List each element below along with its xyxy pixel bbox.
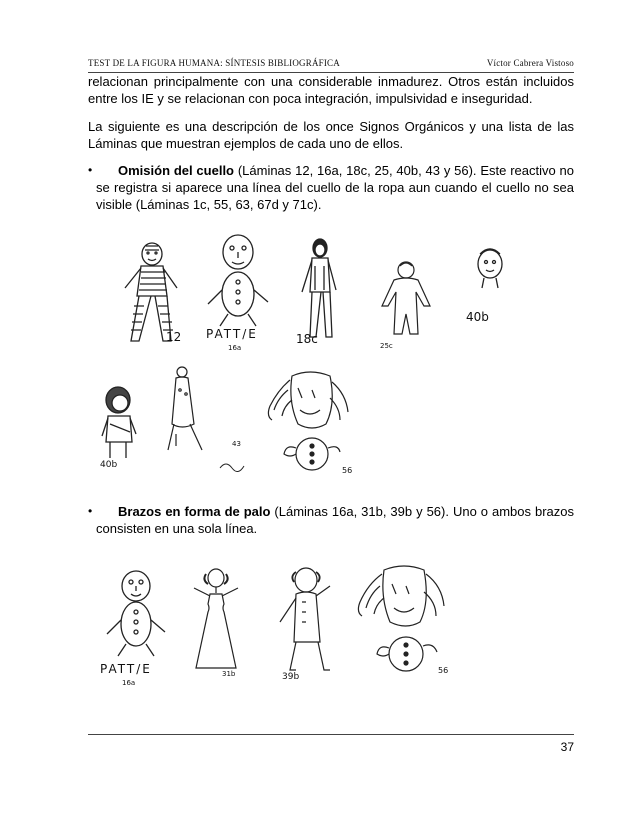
drawing-label: 56 (342, 466, 353, 475)
drawing-sketch (262, 368, 358, 478)
paragraph-organic-signs-intro: La siguiente es una descripción de los once Signos Orgánicos y una lista de las Láminas que muestran ejemplos de cada uno de ellos. (88, 119, 574, 151)
drawing-figure-12 (116, 238, 186, 348)
drawing-sketch (96, 384, 146, 464)
drawing-label: 43 (232, 440, 241, 448)
drawing-label: 18c (296, 332, 318, 346)
drawing-label: 25c (380, 342, 393, 350)
drawing-figure-16a-2 (98, 568, 178, 687)
drawing-label: 12 (166, 330, 182, 344)
drawing-sketch (372, 258, 442, 348)
drawing-label: 39b (282, 672, 300, 682)
page-number: 37 (560, 740, 574, 754)
drawing-label: PATT/E (206, 327, 258, 341)
bullet-item-stick-arms (88, 503, 574, 537)
drawing-label: 31b (222, 670, 236, 678)
drawing-sketch (160, 364, 250, 474)
bullet-term: Omisión del cuello (118, 163, 234, 178)
drawing-label: 40b (466, 310, 489, 324)
bullet-marker: • (88, 163, 93, 177)
bullet-description: (Láminas 16a, 31b, 39b y 56). Uno o ambos brazos consisten en una sola línea. (96, 504, 574, 536)
drawing-sketch (272, 566, 342, 676)
drawing-sketch (462, 242, 518, 312)
drawing-figure-40b-2 (96, 384, 146, 470)
drawing-figure-39b (272, 566, 342, 682)
paragraph-intro-continuation: relacionan principalmente con una considerable inmadurez. Otros están incluidos entre los IE y se relacionan con poca integración, impulsividad e inseguridad. (88, 74, 574, 106)
drawing-sketch (290, 238, 350, 343)
drawing-label: PATT/E (100, 662, 152, 676)
drawing-label: 40b (100, 460, 118, 470)
header-author: Víctor Cabrera Vistoso (486, 58, 574, 68)
drawing-label: 56 (438, 666, 449, 675)
bullet-term: Brazos en forma de palo (118, 504, 271, 519)
bullet-marker: • (88, 504, 93, 518)
drawing-sublabel: 16a (122, 679, 136, 687)
drawing-sketch (354, 562, 454, 680)
drawing-figure-40b (462, 242, 518, 324)
bullet-description: (Láminas 12, 16a, 18c, 25, 40b, 43 y 56). Este reactivo no se registra si aparece una línea del cuello de la ropa aun cuando el cuello no sea visible (Láminas 1c, 55, 63, 67d y 71c). (96, 163, 574, 212)
drawing-figure-56-2 (354, 562, 454, 680)
drawing-sketch (200, 232, 280, 332)
drawing-sublabel: 16a (228, 344, 242, 352)
drawing-figure-16a (200, 232, 280, 352)
drawing-figure-43 (160, 364, 250, 474)
running-header (88, 56, 574, 73)
drawing-figure-31b (186, 566, 246, 676)
drawing-figure-25 (372, 258, 442, 348)
footer-rule (88, 734, 574, 735)
drawing-sketch (186, 566, 246, 676)
header-title: TEST DE LA FIGURA HUMANA: SÍNTESIS BIBLIOGRÁFICA (88, 58, 340, 68)
drawing-figure-18c (290, 238, 350, 346)
drawing-figure-56 (262, 368, 358, 478)
drawing-sketch (98, 568, 178, 668)
bullet-item-neck-omission (88, 162, 574, 213)
